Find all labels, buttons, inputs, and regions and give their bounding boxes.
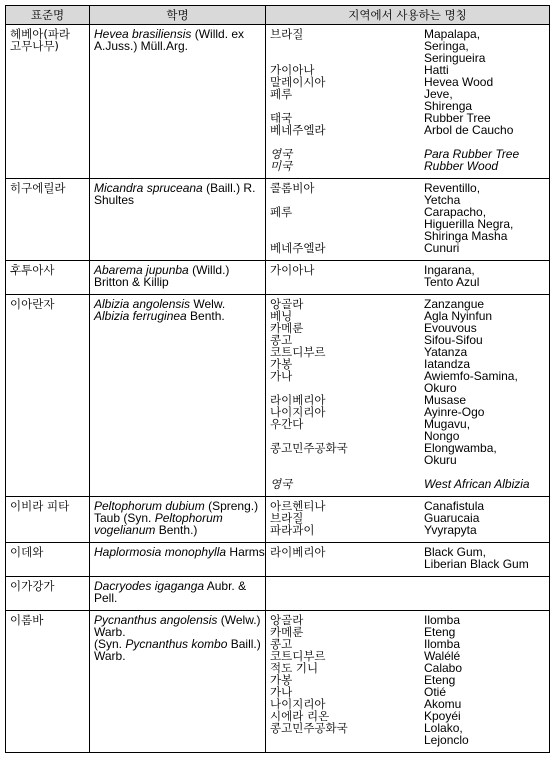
scientific-name-italic: Micandra spruceana: [94, 181, 203, 195]
scientific-name-italic: vogelianum: [94, 523, 156, 537]
scientific-name-author: Warb.: [94, 649, 126, 663]
region-name: 영국: [270, 477, 293, 491]
scientific-name-italic: Albizia ferruginea: [94, 309, 187, 323]
table-row: [6, 497, 550, 543]
local-names: [424, 442, 545, 466]
scientific-name-cell: [90, 543, 266, 577]
region-name: 페루: [270, 87, 293, 101]
region-entry: [270, 406, 545, 418]
region-group: [270, 148, 545, 172]
region-name: 라이베리아: [270, 545, 326, 559]
region-name: 라이베리아: [270, 393, 326, 407]
scientific-name-cell: [90, 25, 266, 179]
local-name: Jeve,: [424, 87, 453, 101]
scientific-name-line: [94, 546, 264, 558]
scientific-name-author: (Baill.) R.: [202, 181, 256, 195]
scientific-name-author: (Willd.): [188, 263, 230, 277]
header-row: [6, 6, 550, 25]
local-name: Cunuri: [424, 241, 460, 255]
region-entry: [270, 614, 545, 626]
region-entry: [270, 442, 545, 466]
scientific-name-author: Britton & Killip: [94, 275, 169, 289]
region-entry: [270, 500, 545, 512]
scientific-name-cell: [90, 497, 266, 543]
regional-names-cell: [266, 25, 550, 179]
scientific-name-line: [94, 580, 264, 592]
region-name: 앙골라: [270, 613, 304, 627]
local-name: Musase: [424, 393, 467, 407]
local-names: [424, 242, 545, 254]
table-body: [6, 25, 550, 753]
local-name: Nongo: [424, 429, 460, 443]
scientific-name-author: Shultes: [94, 193, 135, 207]
region-group: [270, 182, 545, 254]
region-entry: [270, 264, 545, 288]
table-row: [6, 543, 550, 577]
local-names: [424, 478, 545, 490]
local-name: Eteng: [424, 673, 456, 687]
regional-names-cell: [266, 497, 550, 543]
standard-name-line: 이롬바: [10, 613, 44, 627]
regional-names-cell: [266, 179, 550, 261]
local-name: Agla Nyinfun: [424, 309, 493, 323]
region-name: 페루: [270, 205, 293, 219]
local-name: Sifou-Sifou: [424, 333, 483, 347]
region-group: [270, 500, 545, 536]
region-entry: [270, 206, 545, 242]
local-name: Tento Azul: [424, 275, 480, 289]
local-names: [424, 524, 545, 536]
region-group: [270, 478, 545, 490]
region-name: 브라질: [270, 511, 304, 525]
region-name: 파라과이: [270, 523, 315, 537]
local-name: Evouvous: [424, 321, 477, 335]
local-name: West African Albizia: [424, 477, 530, 491]
local-name: Lolako,: [424, 721, 463, 735]
header-scientific-name: 학명: [90, 6, 266, 25]
table-row: [6, 577, 550, 611]
local-name: Yetcha: [424, 193, 461, 207]
standard-name-line: 이데와: [10, 545, 44, 559]
scientific-name-line: [94, 524, 264, 536]
scientific-name-italic: Dacryodes igaganga: [94, 579, 205, 593]
local-name: Otié: [424, 685, 447, 699]
scientific-name-line: [94, 592, 264, 604]
region-entry: [270, 346, 545, 358]
local-names: [424, 28, 545, 64]
local-names: [424, 206, 545, 242]
region-entry: [270, 662, 545, 674]
region-name: 카메룬: [270, 625, 304, 639]
region-entry: [270, 722, 545, 746]
region-name: 코트디부르: [270, 345, 326, 359]
region-name: 가봉: [270, 357, 293, 371]
region-entry: [270, 546, 545, 570]
region-name: 콩고: [270, 637, 293, 651]
scientific-name-line: [94, 276, 264, 288]
standard-name-cell: [6, 497, 90, 543]
standard-name-line: 후투아사: [10, 263, 55, 277]
local-names: [424, 418, 545, 442]
table-row: [6, 25, 550, 179]
region-name: 브라질: [270, 27, 304, 41]
scientific-name-author: (Spreng.): [204, 499, 259, 513]
scientific-name-author: Baill.): [227, 637, 261, 651]
local-names: [424, 546, 545, 570]
scientific-name-author: Aubr. &: [204, 579, 247, 593]
local-name: Okuru: [424, 453, 457, 467]
local-names: [424, 124, 545, 136]
region-name: 영국: [270, 147, 293, 161]
region-name: 가이아나: [270, 263, 315, 277]
region-group: [270, 546, 545, 570]
table-row: [6, 611, 550, 753]
standard-name-line: 이아란자: [10, 297, 55, 311]
local-name: Elongwamba,: [424, 441, 497, 455]
standard-name-cell: [6, 179, 90, 261]
scientific-name-author: Pell.: [94, 591, 118, 605]
scientific-name-author: Harms: [226, 545, 265, 559]
region-name: 베네주엘라: [270, 123, 326, 137]
scientific-name-italic: Peltophorum dubium: [94, 499, 205, 513]
standard-name-line: 이비라 피타: [10, 499, 70, 513]
standard-name-line: 이가강가: [10, 579, 55, 593]
scientific-name-line: [94, 194, 264, 206]
region-name: 콩고: [270, 333, 293, 347]
scientific-name-italic: Pycnanthus kombo: [125, 637, 228, 651]
region-entry: [270, 148, 545, 160]
local-name: Yatanza: [424, 345, 468, 359]
region-name: 우간다: [270, 417, 304, 431]
region-entry: [270, 182, 545, 206]
region-entry: [270, 418, 545, 442]
region-name: 콩고민주공화국: [270, 721, 348, 735]
scientific-name-author: Taub (Syn.: [94, 511, 155, 525]
region-name: 적도 기니: [270, 661, 319, 675]
region-name: 앙골라: [270, 297, 304, 311]
region-name: 콜롬비아: [270, 181, 315, 195]
species-names-table: [5, 5, 550, 753]
local-names: [424, 88, 545, 112]
region-entry: [270, 298, 545, 310]
local-name: Akomu: [424, 697, 462, 711]
region-name: 콩고민주공화국: [270, 441, 348, 455]
scientific-name-cell: [90, 179, 266, 261]
local-name: Canafistula: [424, 499, 485, 513]
table-row: [6, 295, 550, 497]
standard-name-cell: [6, 543, 90, 577]
local-name: Mugavu,: [424, 417, 471, 431]
region-name: 가이아나: [270, 63, 315, 77]
local-name: Black Gum,: [424, 545, 487, 559]
local-name: Shirenga: [424, 99, 473, 113]
header-standard-name: 표준명: [6, 6, 90, 25]
region-entry: [270, 674, 545, 686]
local-name: Lejonclo: [424, 733, 469, 747]
region-entry: [270, 124, 545, 136]
region-entry: [270, 76, 545, 88]
scientific-name-line: [94, 40, 264, 52]
local-name: Guarucaia: [424, 511, 480, 525]
local-name: Rubber Tree: [424, 111, 491, 125]
standard-name-line: 히구에릴라: [10, 181, 66, 195]
local-name: Seringueira: [424, 51, 486, 65]
local-name: Ingarana,: [424, 263, 475, 277]
local-names: [424, 182, 545, 206]
region-entry: [270, 88, 545, 112]
region-name: 미국: [270, 159, 293, 173]
scientific-name-italic: Peltophorum: [154, 511, 223, 525]
standard-name-cell: [6, 577, 90, 611]
local-names: [424, 160, 545, 172]
region-name: 아르헨티나: [270, 499, 326, 513]
region-name: 태국: [270, 111, 293, 125]
local-names: [424, 722, 545, 746]
local-name: Rubber Wood: [424, 159, 499, 173]
table-row: [6, 261, 550, 295]
region-entry: [270, 626, 545, 638]
region-name: 베네주엘라: [270, 241, 326, 255]
region-group: [270, 28, 545, 136]
local-name: Okuro: [424, 381, 457, 395]
region-entry: [270, 242, 545, 254]
local-name: Ilomba: [424, 637, 461, 651]
scientific-name-italic: Abarema jupunba: [94, 263, 189, 277]
region-entry: [270, 478, 545, 490]
region-name: 시에라 리온: [270, 709, 330, 723]
region-name: 카메룬: [270, 321, 304, 335]
local-name: Para Rubber Tree: [424, 147, 520, 161]
scientific-name-cell: [90, 611, 266, 753]
region-name: 가봉: [270, 673, 293, 687]
local-name: Kpoyéi: [424, 709, 461, 723]
local-name: Ayinre-Ogo: [424, 405, 485, 419]
region-name: 베닝: [270, 309, 293, 323]
local-name: Eteng: [424, 625, 456, 639]
local-name: Arbol de Caucho: [424, 123, 514, 137]
region-name: 말레이시아: [270, 75, 326, 89]
local-name: Walélé: [424, 649, 461, 663]
region-group: [270, 264, 545, 288]
region-name: 나이지리아: [270, 405, 326, 419]
scientific-name-cell: [90, 261, 266, 295]
scientific-name-author: A.Juss.) Müll.Arg.: [94, 39, 189, 53]
region-name: 가나: [270, 369, 293, 383]
local-name: Yvyrapyta: [424, 523, 477, 537]
local-name: Seringa,: [424, 39, 469, 53]
regional-names-cell: [266, 295, 550, 497]
local-names: [424, 264, 545, 288]
local-name: Carapacho,: [424, 205, 487, 219]
scientific-name-author: (Willd. ex: [191, 27, 245, 41]
scientific-name-italic: Pycnanthus angolensis: [94, 613, 218, 627]
standard-name-cell: [6, 611, 90, 753]
standard-name-line: 고무나무): [10, 39, 59, 53]
region-entry: [270, 160, 545, 172]
local-name: Iatandza: [424, 357, 471, 371]
standard-name-cell: [6, 261, 90, 295]
scientific-name-author: Warb.: [94, 625, 126, 639]
region-name: 코트디부르: [270, 649, 326, 663]
scientific-name-cell: [90, 295, 266, 497]
scientific-name-author: (Syn.: [94, 637, 126, 651]
local-names: [424, 370, 545, 394]
regional-names-cell: [266, 577, 550, 611]
scientific-name-author: Welw.: [190, 297, 226, 311]
local-name: Hevea Wood: [424, 75, 494, 89]
region-name: 나이지리아: [270, 697, 326, 711]
local-name: Higuerilla Negra,: [424, 217, 514, 231]
region-entry: [270, 310, 545, 322]
regional-names-cell: [266, 611, 550, 753]
scientific-name-italic: Hevea brasiliensis: [94, 27, 192, 41]
local-name: Reventillo,: [424, 181, 481, 195]
standard-name-cell: [6, 295, 90, 497]
scientific-name-author: (Welw.): [217, 613, 261, 627]
local-name: Calabo: [424, 661, 463, 675]
regional-names-cell: [266, 543, 550, 577]
local-name: Ilomba: [424, 613, 461, 627]
local-name: Hatti: [424, 63, 449, 77]
region-group: [270, 298, 545, 466]
scientific-name-author: Benth.): [155, 523, 198, 537]
scientific-name-italic: Albizia angolensis: [94, 297, 191, 311]
table-header: [6, 6, 550, 25]
region-group: [270, 614, 545, 746]
scientific-name-line: [94, 310, 264, 322]
regional-names-cell: [266, 261, 550, 295]
scientific-name-cell: [90, 577, 266, 611]
standard-name-cell: [6, 25, 90, 179]
scientific-name-author: Benth.: [186, 309, 225, 323]
scientific-name-line: [94, 650, 264, 662]
header-regional-names: 지역에서 사용하는 명칭: [266, 6, 550, 25]
table-row: [6, 179, 550, 261]
scientific-name-italic: Haplormosia monophylla: [94, 545, 227, 559]
standard-name-line: 헤베아(파라: [10, 27, 71, 41]
region-name: 가나: [270, 685, 293, 699]
region-entry: [270, 322, 545, 334]
region-entry: [270, 28, 545, 64]
region-entry: [270, 370, 545, 394]
local-name: Liberian Black Gum: [424, 557, 529, 571]
local-name: Shiringa Masha: [424, 229, 508, 243]
local-name: Awiemfo-Samina,: [424, 369, 518, 383]
local-name: Mapalapa,: [424, 27, 481, 41]
local-name: Zanzangue: [424, 297, 485, 311]
region-entry: [270, 524, 545, 536]
